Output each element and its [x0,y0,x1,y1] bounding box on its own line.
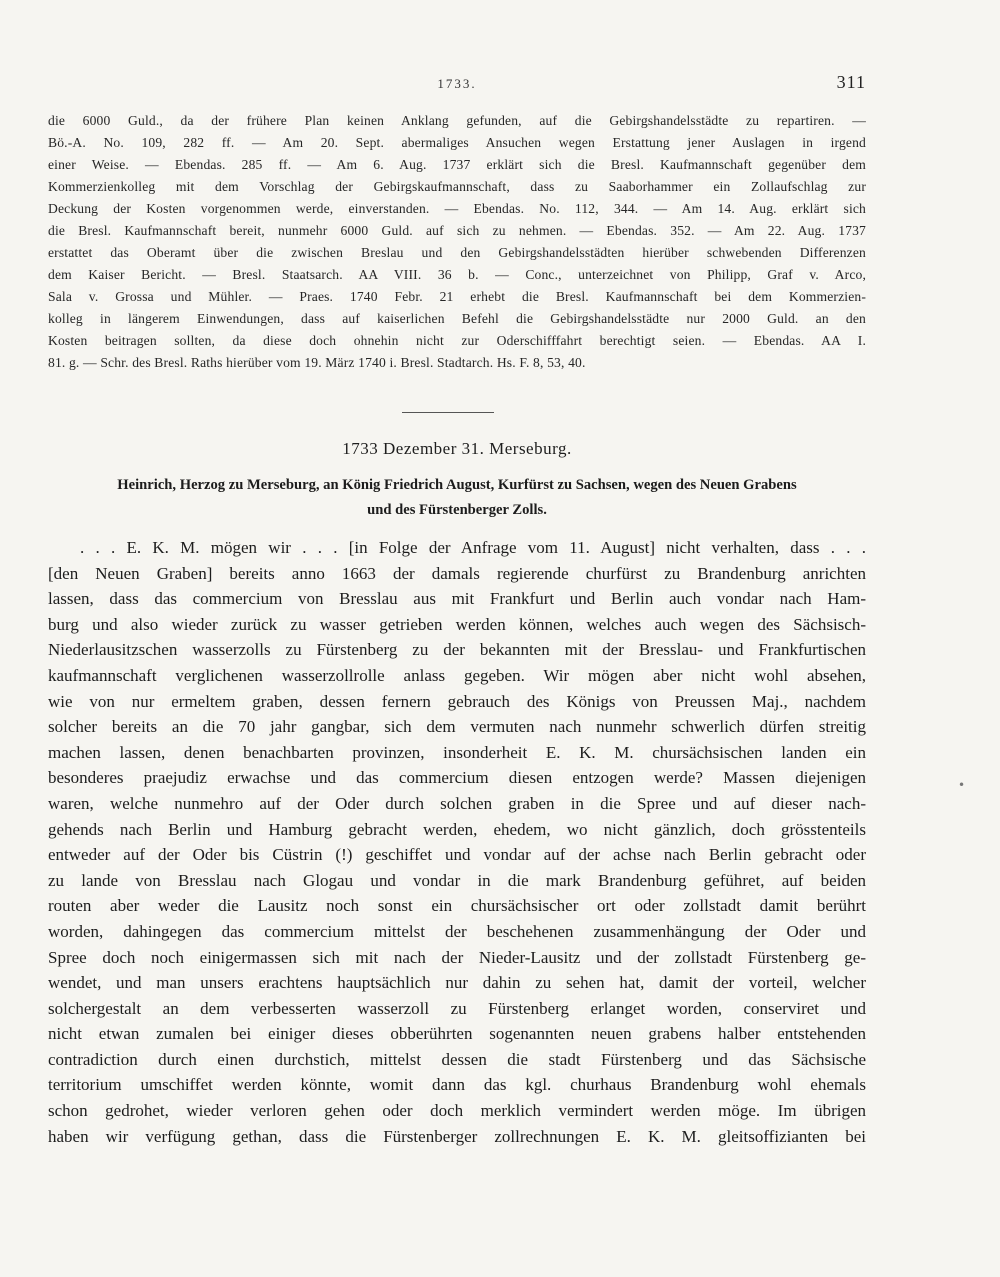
footnote-line: Kosten beitragen sollten, da diese doch ohnehin nicht zur Oderschifffahrt berechtigt seien. — Ebendas. AA I. [48,333,866,348]
page-number: 311 [836,72,866,92]
body-line: wie von nur ermeltem graben, dessen fernern gebrauch des Königs von Preussen Maj., nachdem [48,691,866,711]
body-line: [den Neuen Graben] bereits anno 1663 der damals regierende churfürst zu Brandenburg anrichten [48,563,866,583]
footnote-line: Bö.-A. No. 109, 282 ff. — Am 20. Sept. abermaliges Ansuchen wegen Erstattung jener Auslagen in irgend [48,135,866,150]
body-line: wendet, und man unsers erachtens hauptsächlich nur dahin zu sehen hat, damit der vorteil, welcher [48,973,866,993]
footnote-line: kolleg in längerem Einwendungen, dass auf kaiserlichen Befehl die Gebirgshandelsstädte nur 2000 Guld. an den [48,311,866,326]
document-title-line: und des Fürstenberger Zolls. [367,502,547,518]
body-line: gehends nach Berlin und Hamburg gebracht werden, ehedem, wo nicht gänzlich, doch grösstenteils [48,819,866,839]
body-line: kaufmannschaft verglichenen wasserzollrolle anlass gegeben. Wir mögen aber nicht wohl absehen, [48,665,866,685]
body-line: solchergestalt an dem verbesserten wasserzoll zu Fürstenberg erlanget worden, conserviret und [48,998,866,1018]
body-line: zu lande von Bresslau nach Glogau und vondar in die mark Brandenburg geführet, auf beiden [48,870,866,890]
letter-body [48,535,866,1149]
footnote-line: 81. g. — Schr. des Bresl. Raths hierüber vom 19. März 1740 i. Bresl. Stadtarch. Hs. F. 8, 53, 40. [48,355,586,370]
body-line: contradiction durch einen durchstich, mittelst dessen die stadt Fürstenberg und das Sächsische [48,1049,866,1069]
body-line: besonderes praejudiz erwachse und das commercium diesen entzogen werde? Massen diejenigen [48,768,866,788]
margin-speck-mark: • [958,778,966,792]
footnote-block [48,110,866,374]
footnote-line: Sala v. Grossa und Mühler. — Praes. 1740 Febr. 21 erhebt die Bresl. Kaufmannschaft bei dem Kommerzien- [48,289,866,304]
document-title-line: Heinrich, Herzog zu Merseburg, an König Friedrich August, Kurfürst zu Sachsen, wegen des Neuen Grabens [117,477,797,493]
body-line: Spree doch noch einigermassen sich mit nach der Nieder-Lausitz und der zollstadt Fürstenberg ge- [48,947,866,967]
body-line: worden, dahingegen das commercium mittelst der beschehenen zusammenhängung der Oder und [48,921,866,941]
page-header [48,72,866,96]
body-line: lassen, dass das commercium von Bresslau aus mit Frankfurt und Berlin auch vondar nach Ham- [48,589,866,609]
footnote-line: Kommerzienkolleg mit dem Vorschlag der Gebirgskaufmannschaft, dass zu Saaborhammer ein Zollaufschlag zur [48,179,866,194]
body-line: territorium umschiffet werden könnte, womit dann das kgl. churhaus Brandenburg wohl ehemals [48,1075,866,1095]
body-line: entweder auf der Oder bis Cüstrin (!) geschiffet und vondar auf der achse nach Berlin gebracht oder [48,845,866,865]
body-line: schon gedrohet, wieder verloren gehen oder doch merklich vermindert werden möge. Im übrigen [48,1101,866,1121]
body-line: . . . E. K. M. mögen wir . . . [in Folge der Anfrage vom 11. August] nicht verhalten, dass . . . [80,538,866,557]
footnote-line: Deckung der Kosten vorgenommen werde, einverstanden. — Ebendas. No. 112, 344. — Am 14. Aug. erklärt sich [48,201,866,216]
body-line: routen aber weder die Lausitz noch sonst ein chursächsischer ort oder zollstadt damit berührt [48,896,866,916]
body-line: Niederlausitzschen wasserzolls zu Fürstenberg zu der bekannten mit der Bresslau- und Frankfurtischen [48,640,866,660]
footnote-line: erstattet das Oberamt über die zwischen Breslau und den Gebirgshandelsstädten hierüber schwebenden Differenzen [48,245,866,260]
body-line: nicht etwan zumalen bei einiger dieses obberührten sogenannten neuen grabens halber entstehenden [48,1024,866,1044]
body-line: waren, welche nunmehro auf der Oder durch solchen graben in die Spree und auf dieser nach- [48,793,866,813]
footnote-line: die Bresl. Kaufmannschaft bereit, nunmehr 6000 Guld. auf sich zu nehmen. — Ebendas. 352. — Am 22. Aug. 1737 [48,223,866,238]
running-head-year: 1733. [437,76,477,91]
body-line: solcher bereits an die 70 jahr gangbar, sich dem vermuten nach nunmehr schwerlich dürfen streitig [48,717,866,737]
document-date-line: 1733 Dezember 31. Merseburg. [342,439,572,458]
document-title [48,473,866,523]
body-line: haben wir verfügung gethan, dass die Fürstenberger zollrechnungen E. K. M. gleitsoffizianten bei [48,1126,866,1146]
body-line: burg und also wieder zurück zu wasser getrieben werden können, welches auch wegen des Sächsisch- [48,614,866,634]
body-line: machen lassen, denen benachbarten provinzen, insonderheit E. K. M. chursächsischen landen ein [48,742,866,762]
footnote-line: einer Weise. — Ebendas. 285 ff. — Am 6. Aug. 1737 erklärt sich die Bresl. Kaufmannschaft gegenüber dem [48,157,866,172]
footnote-line: die 6000 Guld., da der frühere Plan keinen Anklang gefunden, auf die Gebirgshandelsstädte zu repartiren. — [48,113,866,128]
footnote-line: dem Kaiser Bericht. — Bresl. Staatsarch. AA VIII. 36 b. — Conc., unterzeichnet von Philipp, Graf v. Arco, [48,267,866,282]
section-divider [402,412,494,413]
